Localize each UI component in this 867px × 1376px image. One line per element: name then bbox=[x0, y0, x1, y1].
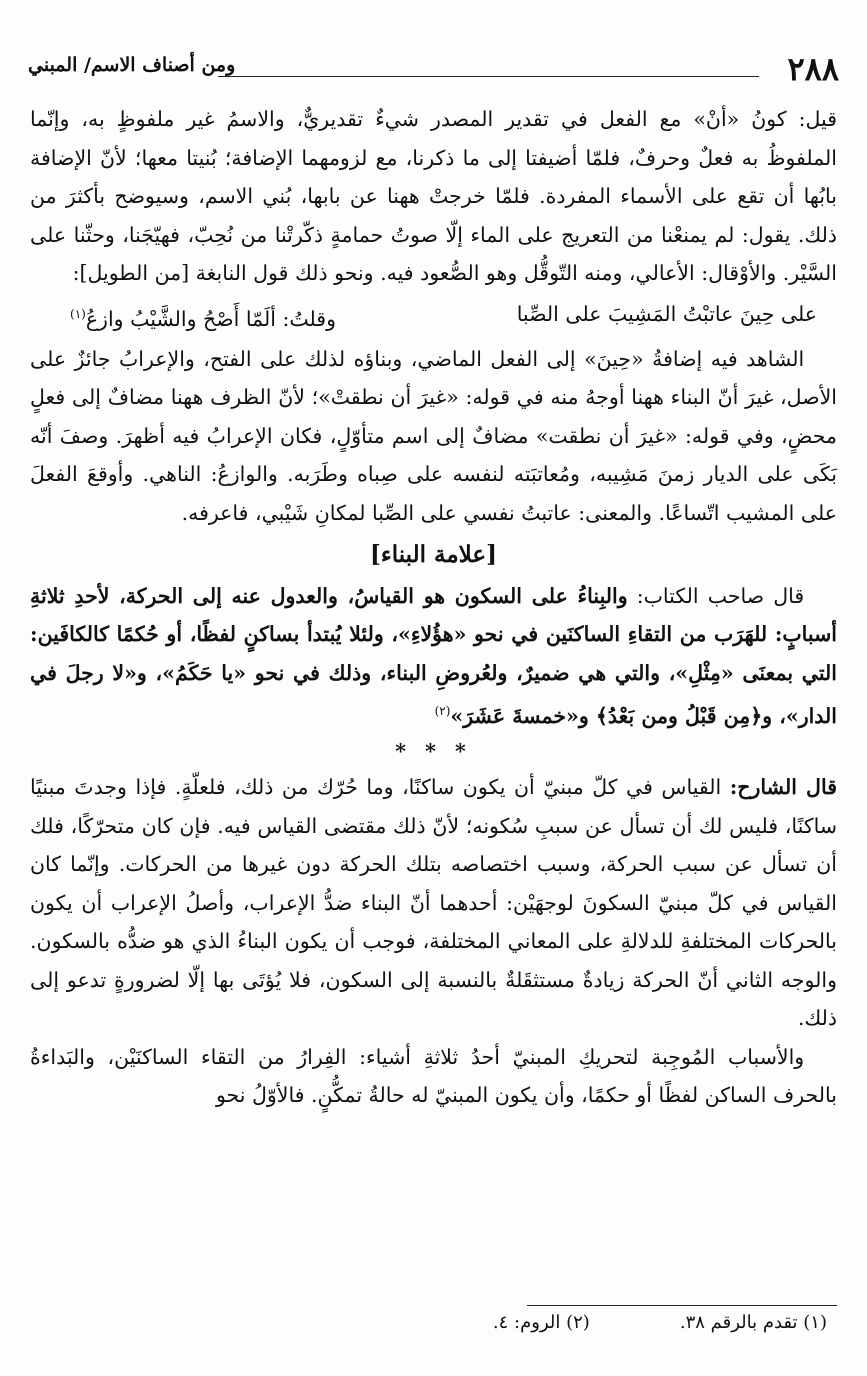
footnote-1: (١) تقدم بالرقم ٣٨. bbox=[679, 1312, 827, 1333]
author-text: والبِناءُ على السكون هو القياسُ، والعدول عنه إلى الحركة، لأحدِ ثلاثةِ أسبابٍ: للهَرَب من التقاءِ الساكنَين في نحو «هؤُلاءِ»، ولئلا يُبتدأ بساكنٍ لفظًا، أو حُكمًا كالكافَين: التي بمعنَى «مِثْلِ»، والتي هي ضميرٌ، ولعُروضِ البناء، وذلك في نحو «يا حَكَمُ»، و«لا رجلَ في الدار»، و﴿مِن قَبْلُ ومن بَعْدُ﴾ و«خمسةَ عَشَرَ» bbox=[30, 583, 837, 729]
page-number: ٢٨٨ bbox=[787, 50, 839, 88]
paragraph-2: الشاهد فيه إضافةُ «حِينَ» إلى الفعل الماضي، وبناؤه لذلك على الفتح، والإعرابُ جائزٌ على الأصل، غيرَ أنّ البناء ههنا أوجهُ منه في قوله: «غيرَ أن نطقتْ»؛ لأنّ الظرف ههنا مضافٌ إلى فعلٍ محضٍ، وفي قوله: «غيرَ أن نطقت» مضافٌ إلى اسم متأوّلٍ، فكان الإعرابُ فيه أظهرَ. وصفَ أنّه بَكَى على الديار زمنَ مَشِيبه، ومُعاتبَته لنفسه على صِباه وطَرَبه. والوازعُ: الناهي. وأوقعَ الفعلَ على المشيب اتّساعًا. والمعنى: عاتبتُ نفسي على الصِّبا لمكانِ شَيْبي، فاعرفه. bbox=[30, 346, 837, 525]
footnote-ref-1: (١) bbox=[70, 306, 86, 321]
header-rule bbox=[218, 76, 759, 77]
footnote-rule bbox=[527, 1305, 837, 1306]
footnotes bbox=[493, 1312, 827, 1333]
section-heading: [علامة البناء] bbox=[370, 541, 497, 569]
commentary bbox=[30, 768, 837, 1038]
footnote-2: (٢) الروم: ٤. bbox=[492, 1312, 590, 1333]
commentary-label: قال الشارح: bbox=[729, 775, 837, 800]
footnote-ref-2: (٢) bbox=[434, 704, 451, 719]
author-intro: قال صاحب الكتاب: bbox=[627, 583, 805, 608]
page-body bbox=[30, 100, 837, 1115]
poetry-verse bbox=[30, 295, 837, 338]
running-title: ومن أصناف الاسم/ المبني bbox=[28, 54, 236, 76]
verse-hemistich-2 bbox=[70, 295, 336, 338]
section-separator: * * * bbox=[395, 738, 472, 763]
commentary-text: القياس في كلّ مبنيّ أن يكون ساكنًا، وما حُرّك من ذلك، فلعلّةٍ. فإذا وجدتَ مبنيًا ساكنًا، فليس لك أن تسأل عن سببِ سُكونه؛ لأنّ ذلك مقتضى القياس فيه. فإن كان متحرّكًا، فلك أن تسأل عن سبب الحركة، وسبب اختصاصه بتلك الحركة دون غيرها من الحركات. وإنّما كان القياس في كلّ مبنيّ السكونَ لوجهَيْن: أحدهما أنّ البناء ضدُّ الإعراب، وأصلُ الإعراب أن يكون بالحركات المختلفةِ للدلالةِ على المعاني المختلفة، فوجب أن يكون البناءُ الذي هو ضدُّه بالسكون. والوجه الثاني أنّ الحركة زيادةٌ مستثقَلةٌ بالنسبة إلى السكون، فلا يُؤتَى بها إلّا لضرورةٍ تدعو إلى ذلك. bbox=[30, 775, 837, 1031]
verse-hemistich-2-text: وقلتُ: ألَمّا أَصْحُ والشَّيْبُ وازعُ bbox=[85, 306, 336, 331]
paragraph-1: قيل: كونُ «أنْ» مع الفعل في تقدير المصدر شيءٌ تقديريٌّ، والاسمُ غير ملفوظٍ به، وإنّما الملفوظُ به فعلٌ وحرفٌ، فلمّا أضيفتا إلى ما ذكرنا، مع لزومهما الإضافة؛ بُنيتا معها؛ لأنّ الإضافة بابُها أن تقع على الأسماء المفردة. فلمّا خرجتْ ههنا عن بابها، بُني الاسم، وسيوضح بأكثرَ من ذلك. يقول: لم يمنعْنا من التعريج على الماء إلّا صوتُ حمامةٍ ذكّرتْنا من نُحِبّ، فهيّجَنا، وحثّنا على السَّيْر. والأوْقال: الأعالي، ومنه التّوقُّل وهو الصُّعود فيه. ونحو ذلك قول النابغة [من الطويل]: bbox=[30, 107, 837, 285]
page-header bbox=[28, 48, 839, 88]
author-quote bbox=[30, 577, 837, 736]
paragraph-last: والأسباب المُوجِبة لتحريكِ المبنيّ أحدُ ثلاثةِ أشياء: الفِرارُ من التقاء الساكنَيْن، والبَداءةُ بالحرف الساكن لفظًا أو حكمًا، وأن يكون المبنيّ له حالةُ تمكُّنٍ. فالأوّلُ نحو bbox=[30, 1044, 837, 1108]
verse-hemistich-1: على حِينَ عاتبْتُ المَشِيبَ على الصِّبا bbox=[516, 301, 817, 326]
